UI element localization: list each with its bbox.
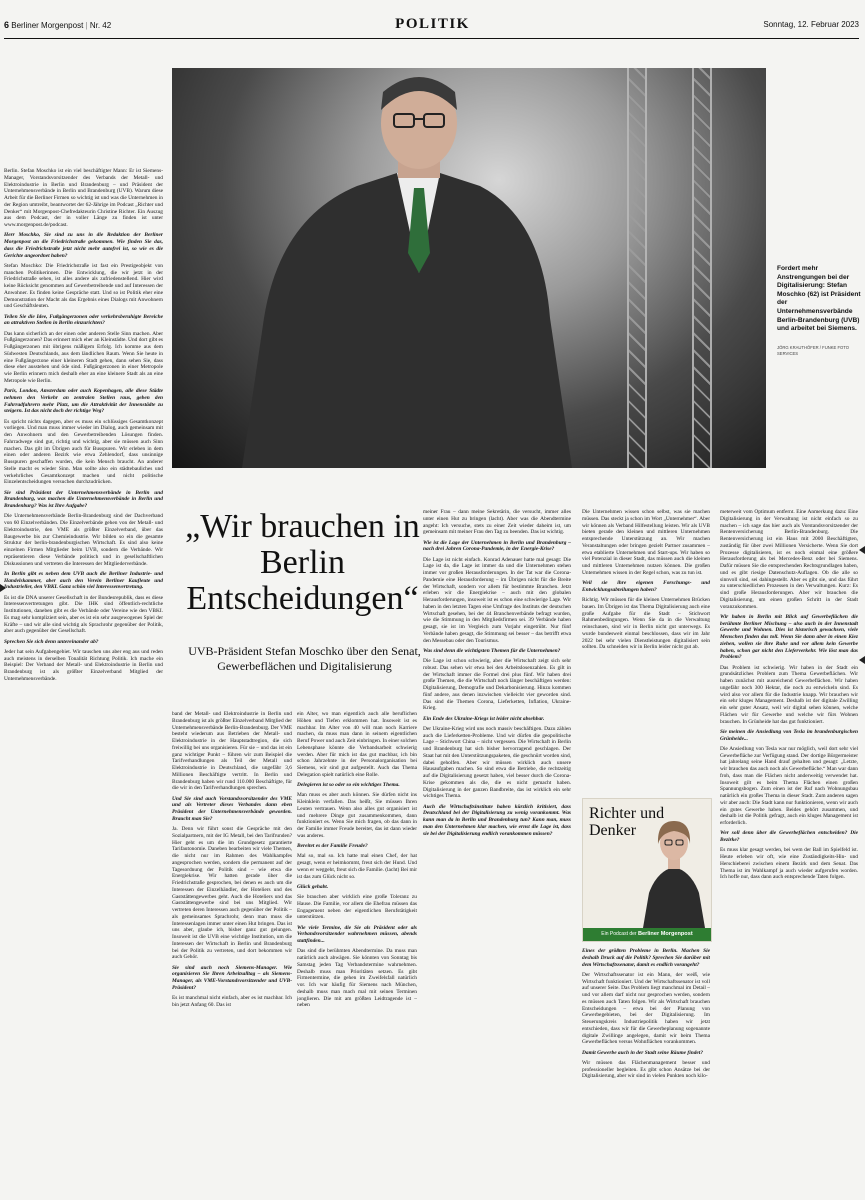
interview-question: Ein Ende des Ukraine-Kriegs ist leider nicht absehbar. [423, 715, 545, 722]
body-paragraph: Mal so, mal so. Ich hatte mal einen Chef, der hat gesagt, wenn er heimkommt, freut sich der Hund. Und wenn er weggeht, freut sich die Familie. (lacht) Bei mir ist das zum Glück nicht so. [297, 853, 417, 880]
interview-question: Damit Gewerbe auch in der Stadt seine Räume findet? [582, 1049, 703, 1056]
body-paragraph: Richtig. Wir müssen für die kleinen Unternehmen Brücken bauen. Im Übrigen ist das Thema Digitalisierung auch eine große Aufgabe für die Stadt – Stichwort Rahmenbedingungen. Wenn Sie da in die Verwaltung reinschauen, sind wir in Berlin nicht gut unterwegs. Es wurde bundesweit einmal beschlossen, dass wir im Jahr 2022 bei sehr vielen Dienstleistungen digitalisiert sein sollten. Da schneiden wir in Berlin leider nicht gut ab. [582, 597, 710, 651]
paper-name: Berliner Morgenpost [11, 21, 84, 30]
interview-question: Wer soll denn über die Gewerbeflächen entscheiden? Die Bezirke? [720, 830, 858, 843]
issue-date: Sonntag, 12. Februar 2023 [763, 20, 859, 29]
issue-number: Nr. 42 [89, 21, 112, 30]
body-paragraph: Die Unternehmensverbände Berlin-Brandenburg sind der Dachverband von 60 Einzelverbänden. Die Einzelverbände gehen von der Metall- und Elektroindustrie, den VME als größter Einzelverband, über das Baugewerbe bis zur Chemieindustrie. Wir bilden so ein die gesamte Struktur der berlin-brandenburgischen Wirtschaft. Es sind also keine einzelnen Firmen Mitglieder beim UVB, sondern die Verbände. Wir repräsentieren diese Verbände politisch und in gesellschaftlichen Diskussionen und vertreten die Interessen der Mitgliederverbände. [4, 513, 163, 567]
body-paragraph: Man muss es aber auch können. Sie dürfen nicht ins Kleinklein verfallen. Das heißt, Sie müssen Ihren Leuten vertrauen. Wenn also alles gut organisiert ist und mehrere Dinge gut zusammenkommen, dann funktioniert es. Wenn Sie mich fragen, ob das dann in der Familie immer Freude bereitet, das ist dann wieder was anderes. [297, 792, 417, 839]
person-silhouette [172, 68, 766, 468]
article-subhead: UVB-Präsident Stefan Moschko über den Senat, Gewerbeflächen und Digitalisierung [188, 644, 421, 673]
interview-question: Wie viele Termine, die Sie als Präsident oder als Verbandsvorsitzender wahrnehmen müssen, abends stattfinden... [297, 924, 417, 944]
body-paragraph: Es spricht nichts dagegen, aber es muss ein schlüssiges Gesamtkonzept vorliegen. Und man muss immer wieder im Dialog, auch gemeinsam mit den Anwohnern und den Gewerbetreibenden Lösungen finden. Fahrradwege sind gut, richtig und wichtig, aber sie müssen auch Sinn machen. Das gilt im Übrigen auch für Busspuren. Wir erleben in dem einen oder anderen Bezirk wie etwa Zehlendorf, dass unsinnige Busspuren geschaffen wurden, die kein Mensch braucht. An anderer Stelle macht es wieder Sinn. Man sollte also ein städtebauliches und verkehrliches Gesamtkonzept machen und nicht politische Einzelentscheidungen versuchen durchzudrücken. [4, 418, 163, 486]
section-title: POLITIK [395, 16, 470, 32]
body-paragraph: band der Metall- und Elektroindustrie in Berlin und Brandenburg ist als größter Einzelverband Mitglied der Unternehmensverbände Berlin-Brandenburg. Der VME besteht wiederum aus Betrieben der Metall- und Elektroindustrie in der Hauptstadtregion, die sich freiwillig bei uns organisieren. Für sie – und das ist ein ganz wichtiger Punkt – führen wir zum Beispiel die Tarifverhandlungen als Teil der Metall und Elektroindustrie in Deutschland, die ungefähr 3,6 Millionen Beschäftigte vertritt. In Berlin und Brandenburg haben wir rund 110.000 Beschäftigte, für die wir in den Tarifverhandlungen sprechen. [172, 711, 292, 792]
body-paragraph: Es ist die DNA unserer Gesellschaft in der Bundesrepublik, dass es diese Interessenvertretungen gibt. Die IHK sind öffentlich-rechtliche Institutionen, daneben gibt es die Verbände oder Vereine wie den VBKI. Es mag sehr kompliziert sein, aber es ist ein sehr ausgewogenes Spiel der Kräfte – und wir alle sind wichtig als Sprachrohr gegenüber der Politik, aber auch gegenüber der Gesellschaft. [4, 594, 163, 635]
body-paragraph: Sie brauchen aber wirklich eine große Toleranz zu Hause. Die Familie, vor allem die Ehefrau müssen das Engagement neben der eigentlichen Berufstätigkeit unterstützen. [297, 894, 417, 921]
interview-question: Glück gehabt. [297, 883, 329, 890]
page-header-left: 6 Berliner Morgenpost | Nr. 42 [4, 20, 112, 30]
body-paragraph: Das sind die berühmten Abendtermine. Da muss man natürlich auch abwägen. Sie könnten von Sonntag bis Samstag jeden Tag Verbandstermine wahrnehmen. Deshalb muss man Prioritäten setzen. Es gibt Firmentermine, die gehen im Zweifelsfall natürlich vor. Ich war häufig für Siemens nach München, deshalb muss man mach mal mit seinen Terminen jonglieren. Die mit am größten Leidtragende ist – neben [297, 948, 417, 1009]
interview-question: Weil sie ihre eigenen Forschungs- und Entwicklungsabteilungen haben? [582, 580, 710, 593]
body-paragraph: Der Wirtschaftssenator ist ein Mann, der weiß, wie Wirtschaft funktioniert. Und der Wirtschaftssenator ist voll auf unserer Seite. Das Problem liegt manchmal im Detail – und vor allem darf nicht nur gesprochen werden, sondern es müssen auch Taten folgen. Wir als Wirtschaft brauchen Entscheidungen – etwa bei der Planung von Gewerbegebieten, bei der Digitalisierung. Im Steuerungskreis Industriepolitik haben wir jetzt entschieden, dass wir für die Gewerbeplanung sogenannte digitale Zwillinge angelegen, damit wir beim Thema Gewerbeflächen versus Wohnflächen vorankommen. [582, 971, 710, 1046]
podcast-host-portrait [639, 811, 709, 928]
interview-question: Wie ist die Lage der Unternehmen in Berlin und Brandenburg – nach drei Jahren Corona-Pandemie, in der Energie-Krise? [423, 539, 571, 553]
body-paragraph: ein Alter, wo man eigentlich auch alle beruflichen Höhen und Tiefen erklommen hat. Insoweit ist es machbar. Im Alter von 40 will man noch Karriere machen, da muss man dann in seinem eigentlichen Beruf Power und auch Zeit einbringen. In einer solchen Lebensphase könnte die Verbandsarbeit schwierig werden. Aber für mich ist das gut machbar, ich bin schon Jahrzehnte in der Personalorganisation bei Siemens, wir sind gut aufgestellt. Auch das Thema Delegation spielt natürlich eine Rolle. [297, 711, 417, 778]
body-paragraph: Das Problem ist schwierig. Wir haben in der Stadt ein grundsätzliches Problem zum Thema Gewerbeflächen. Wir haben zunächst mit ausreichend Gewerbeflächen. Wir haben ungefähr noch 300 Hektar, die noch zu entwickeln sind. Es wird also vor allem für die Industrie knapp. Wir brauchen wir ein sehr kluges Management. Deshalb ist der digitale Zwilling ein sehr guter Ansatz, weil wir digital sehen können, welche Flächen wir für Gewerbe und welche wir fürs Wohnen brauchen. In Grünheide hat das gut funktioniert. [720, 664, 858, 725]
page-marker-right [859, 546, 865, 554]
interview-question: Sprechen Sie sich denn untereinander ab? [4, 638, 99, 645]
interview-question: Teilen Sie die Idee, Fußgängerzonen oder verkehrsberuhigte Bereiche an attraktiven Stellen in Berlin einzurichten? [4, 313, 163, 327]
interview-question: Eines der größten Probleme in Berlin. Machen Sie deshalb Druck auf die Politik? Sprechen Sie darüber mit dem Wirtschaftssenator, damit es endlich vorangeht? [582, 948, 710, 968]
interview-question: Und Sie sind auch Vorstandsvorsitzender des VME und als Vertreter dieses Verbandes dann eben Präsident der Unternehmensverbände geworden. Braucht man Sie? [172, 795, 292, 822]
body-paragraph: Die Lage ist nicht einfach. Konrad Adenauer hatte mal gesagt: Die Lage ist da, die Lage ist immer da und die Unternehmen stehen immer vor großen Herausforderungen. In der Tat war die Corona-Pandemie eine Herausforderung – im Übrigen nicht für die Breite der Wirtschaft, sondern vor allem für bestimmte Branchen. Jetzt erleben wir die Energiekrise – auch mit den globalen Herausforderungen, insoweit ist es schon eine schwierige Lage. Wir haben in den letzten Tagen eine Umfrage des Instituts der deutschen Wirtschaft gesehen, bei der 44 Branchenverbände befragt wurden, wie die Stimmung in den Mitgliedsfirmen sei. 39 Verbände haben gesagt, sie ist im Vergleich zum Vorjahr eingetrübt. Nur fünf Verbände haben gesagt, die Stimmung sei besser – das betrifft etwa den Messebau oder den Tourismus. [423, 556, 571, 644]
podcast-promo[interactable] [582, 798, 712, 942]
interview-question: Sie sind Präsident der Unternehmensverbände in Berlin und Brandenburg, was machen die Unternehmensverbände in Berlin und Brandenburg? Was ist Ihre Aufgabe? [4, 489, 163, 509]
body-paragraph: Die Unternehmen wissen schon selbst, was sie machen müssen. Das steckt ja schon im Wort „Unternehmer“. Aber wir können als Verband Hilfestellung leisten. Wir als UVB bieten gerade den kleinen und mittleren Unternehmen entsprechende Unterstützung an. Wir machen Veranstaltungen oder bringen gezielt Partner zusammen – etwa etablierte Unternehmen und Start-ups. Wir haben so viel Potenzial in dieser Stadt, das müssen auch die kleinen und mittleren Unternehmen nutzen können. Die großen Unternehmen wissen in der Regel schon, was zu tun ist. [582, 509, 710, 576]
interview-question: Herr Moschko, Sie sind zu uns in die Redaktion der Berliner Morgenpost an die Friedrichstraße gekommen. Wie finden Sie das, dass die Friedrichstraße jetzt nicht mehr autofrei ist, so wie es die Gerichte angeordnet haben? [4, 232, 163, 259]
body-paragraph: Die Lage ist schon schwierig, aber die Wirtschaft zeigt sich sehr robust. Das sehen wir etwa bei den Arbeitslosenzahlen. Es gilt in der Wirtschaft immer die Formel drei plus fünf. Wir haben drei große Themen, die die Wirtschaft noch länger beschäftigen werden: Digitalisierung, Demografie und Dekarbonisierung. Hinzu kommen fünf andere, aus denen inzwischen vielleicht vier geworden sind. Das sind die Themen Corona, Lieferketten, Inflation, Ukraine-Krieg. [423, 658, 571, 712]
body-paragraph: Wir müssen das Flächenmanagement besser und professioneller begleiten. Es gibt schon Ansätze bei der Digitalisierung, aber wir sind in vielen Punkten noch kilo- [582, 1059, 710, 1080]
body-paragraph: Es muss klar gesagt werden, bei wem der Ball im Spielfeld ist. Heute erleben wir oft, wie eine Zuständigkeits-Hin- und Herschieberei zwischen einem Bezirk und dem Senat. Das Thema ist im Wahlkampf ja auch wieder aufgerufen worden. Ich hoffe nur, dass dann auch entsprechende Taten folgen. [720, 847, 858, 881]
body-paragraph: Das kann sicherlich an der einen oder anderen Stelle Sinn machen. Aber Fußgängerzonen? Das erinnert mich eher an Kleinstädte. Und dort gibt es Fußgängerzonen mit übrigens mäßigem Erfolg. Ich komme aus dem Südwesten Deutschlands, aus dem ländlichen Raum. Wenn Sie heute in eine Fußgängerzone einer kleineren Stadt gehen, dann sehen Sie, dass diese eher ausstehen und öde sind. Fußgängerzonen in einer Metropole wie Berlin erinnern mich deshalb eher an eine kleinere Stadt als an eine Metropole wie Berlin. [4, 330, 163, 384]
article-headline: „Wir brauchen in Berlin Entscheidungen“ [185, 508, 420, 617]
body-paragraph: Jeder hat sein Aufgabengebiet. Wir tauschen uns aber eng aus und reden auch meistens in derselben Tonalität Richtung Politik. Ich mache ein Beispiel: Der Verband der Metall- und Elektroindustrie in Berlin und Brandenburg ist als größter Einzelverband Mitglied der Unternehmensverbände. [4, 648, 163, 682]
photo-caption: Fordert mehr Anstrengungen bei der Digitalisierung: Stefan Moschko (62) ist Präsident der Unternehmensverbände Berlin-Brandenburg (UVB) und arbeitet bei Siemens. [777, 265, 861, 333]
article-column-4 [423, 509, 571, 1198]
interview-question: Delegieren ist so oder so ein wichtiges Thema. [297, 782, 400, 788]
interview-question: Wir haben in Berlin mit Blick auf Gewerbeflächen die berühmte Berliner Mischung – also auch in der Innenstadt Gewerbe und Wohnen. Dies ist historisch gewachsen, viele Menschen finden das toll. Wenn Sie dann aber in einen Kiez ziehen, wollen sie ihre Ruhe und vor allem kein Gewerbe haben, schon gar nicht den Lieferverkehr. Wie löst man das Problem? [720, 613, 858, 661]
body-paragraph: meterweit vom Optimum entfernt. Eine Anmerkung dazu: Eine Digitalisierung in der Verwaltung ist nicht einfach so zu machen – ich sage das hier auch als Vorstandsvorsitzender der Rentenversicherung Berlin-Brandenburg. Die Rentenversicherung ist ein Haus mit 2000 Beschäftigten, zuständig für über zwei Millionen Versicherte. Wenn Sie dort Prozesse digitalisieren, ist es noch einmal eine größere Herausforderung als bei Mercedes-Benz oder bei Siemens. Dafür müssen Sie die entsprechenden Rechtsgrundlagen haben, und es gibt riesige Datenschutz-Auflagen. Ob die alle so sinnvoll sind, sei dahingestellt. Aber es gibt sie, und das führt zu unterschiedlichen Prozessen in den Verwaltungen. Kurz: Es sind große Herausforderungen. Aber wir brauchen die Digitalisierung, um einen großen Schritt in der Stadt voranzukommen. [720, 509, 858, 610]
article-column-7 [720, 509, 858, 1198]
interview-question: Sie sind auch noch Siemens-Manager. Wie organisieren Sie Ihren Arbeitsalltag – als Siemens-Manager, als VME-Vorstandsvorsitzender und UVB-Präsident? [172, 964, 292, 991]
podcast-band-brand: Berliner Morgenpost [638, 931, 693, 937]
body-paragraph: Der Ukraine-Krieg wird uns noch massiv beschäftigen. Dazu zählen auch die Lieferketten-Probleme. Und wir dürfen die geopolitische Lage – Stichwort China – nicht vergessen. Die Wirtschaft in Berlin und Brandenburg hat sich bisher hervorragend geschlagen. Der Staat hat mit den Unterstützungspaketen, die geschnürt worden sind, dabei geholfen. Aber wir müssen wirklich auch unsere Hausaufgaben machen. So sind etwa die Betriebe, die rechtzeitig auf die Digitalisierung gesetzt haben, viel besser durch die Corona-Krise gekommen als die, die es nicht gemacht haben. Digitalisierung in der ganzen Bandbreite, das ist wirklich ein sehr wichtiges Thema. [423, 725, 571, 800]
body-paragraph: Die Ansiedlung von Tesla war nur möglich, weil dort sehr viel Gewerbefläche zur Verfügung stand. Der dortige Bürgermeister hat jahrelang seine Hand drauf gehalten und gesagt: „Letzte, wir brauchen das auch noch als Gewerbefläche.“ Man war dann froh, dass man die Flächen nicht anderweitig verwendet hat. Insoweit gilt es beim Thema Flächen einen großen Spannungsbogen. Zum einen ist der Ruf nach Wohnungsbau natürlich ein großes Thema in dieser Stadt. Zum anderen sagen wir aber auch: Die Stadt kann nur funktionieren, wenn wir auch ein gutes Gewerbe haben. Beides gehört zusammen, und deshalb ist die Politik gefragt, auch ein kluges Management ist erforderlich. [720, 745, 858, 826]
interview-question: Paris, London, Amsterdam oder auch Kopenhagen, alle diese Städte nehmen den Verkehr an zentralen Stellen raus, geben den Fahrradfahrern mehr Platz, um die Attraktivität der Innenstädte zu steigern. Ist das nicht doch der richtige Weg? [4, 388, 163, 415]
interview-question: Auch die Wirtschaftsinstitute haben kürzlich kritisiert, dass Deutschland bei der Digitalisierung zu wenig vorankommt. Was kann man da in Berlin und Brandenburg tun? Kann man, muss man den Unternehmen klar machen, wie ernst die Lage ist, dass sie bei der Digitalisierung endlich vorankommen müssen? [423, 803, 571, 837]
interview-question: Was sind denn die wichtigsten Themen für die Unternehmen? [423, 647, 561, 654]
article-column-5 [582, 509, 710, 791]
body-paragraph: Stefan Moschko: Die Friedrichstraße ist fast ein Prestigeobjekt von manchen Politikerinnen. Die Entwicklung, die wir jetzt in der Friedrichstraße sehen, ist alles andere als zufriedenstellend. Hier wird keine Rücksicht genommen auf Gewerbetreibende und auf Interessen der Anwohner. Es finden keine Gespräche statt. Und so ist Politik eher eine Demonstration der Macht als das Ergebnis eines Dialogs mit Anwohnern und Geschäftsleuten. [4, 262, 163, 310]
podcast-title: Richter und Denker [589, 805, 665, 839]
article-column-3 [297, 711, 417, 1198]
interview-question: In Berlin gibt es neben dem UVB auch die Berliner Industrie- und Handelskammer, aber auch den Verein Berliner Kaufleute und Industrieller, den VBKI. Ganz schön viel Interessenvertretung. [4, 570, 163, 591]
article-column-6 [582, 948, 710, 1198]
portrait-photo [172, 68, 766, 468]
interview-question: Bereitet es der Familie Freude? [297, 843, 368, 849]
article-column-2 [172, 711, 292, 1198]
podcast-band-text: Ein Podcast der [601, 931, 637, 937]
header-rule [4, 38, 859, 39]
page-marker-right-lower [859, 656, 865, 664]
interview-question: Sie meinen die Ansiedlung von Tesla im brandenburgischen Grünheide... [720, 728, 858, 742]
body-paragraph: meiner Frau – dann meine Sekretärin, die versucht, immer alles unter einen Hut zu bringen (lacht). Aber was die Abendtermine angeht: Ich versuche, stets zu einer Zeit wieder daheim ist, um gemeinsam mit meiner Frau den Tag zu beenden. Das ist wichtig. [423, 509, 571, 536]
body-paragraph: Berlin. Stefan Moschko ist ein viel beschäftigter Mann: Er ist Siemens-Manager, Vorstandsvorsitzender des Verbands der Metall- und Elektroindustrie in Berlin und Brandenburg – und Präsident der Unternehmensverbände in Berlin und Brandenburg (UVB). Warum diese Arbeit für die Berliner Firmen so wichtig ist und was die Unternehmen in der Region umtreibt, beantwortet der 62-Jährige im Podcast „Richter und Denker“ mit Morgenpost-Chefredakteurin Christine Richter. Ein Auszug aus dem Podcast, der in voller Länge zu finden ist unter www.morgenpost.de/podcast. [4, 168, 163, 228]
photo-credit: JÖRG KRAUTHÖFER / FUNKE FOTO SERVICES [777, 345, 850, 356]
podcast-band [583, 928, 711, 941]
page-marker-left [0, 584, 6, 592]
page-number: 6 [4, 20, 10, 30]
article-column-1 [4, 168, 163, 1198]
body-paragraph: Es ist manchmal nicht einfach, aber es ist machbar. Ich bin jetzt Anfang 60. Das ist [172, 995, 292, 1008]
body-paragraph: Ja. Denn wir führt sonst die Gespräche mit den Sozialpartnern, mit der IG Metall, bei den Tarifrunden? Hier geht es um die im Grundgesetz garantierte Tarifautonomie. Daneben bearbeiten wir viele Themen, die nicht nur im Rahmen des Wahlkampfes angesprochen werden, sondern die permanent auf der Tagesordnung der Politik sind – wie etwa die Energiekrise. Wir hatten gerade über die Friedrichstraße gesprochen, bei denen es auch um die Interessen der Einzelhändler, der Hoteliers und des Gaststättengewerbes geht. Auch die Hoteliers und das Gaststättengewerbe sind bei uns Mitglied. Wir vertreten deren Interessen auch gegenüber der Politik – als gemeinsames Sprachrohr, denn man muss die Interessenlagen immer unter einen Hut bringen. Das ist uns aber, glaube ich, bisher ganz gut gelungen. Insoweit ist die UVB eine wichtige Institution, um die Interessen der Wirtschaft in Berlin und Brandenburg bei der Politik zu vertreten, und dort bekommen wir auch Gehör. [172, 826, 292, 961]
